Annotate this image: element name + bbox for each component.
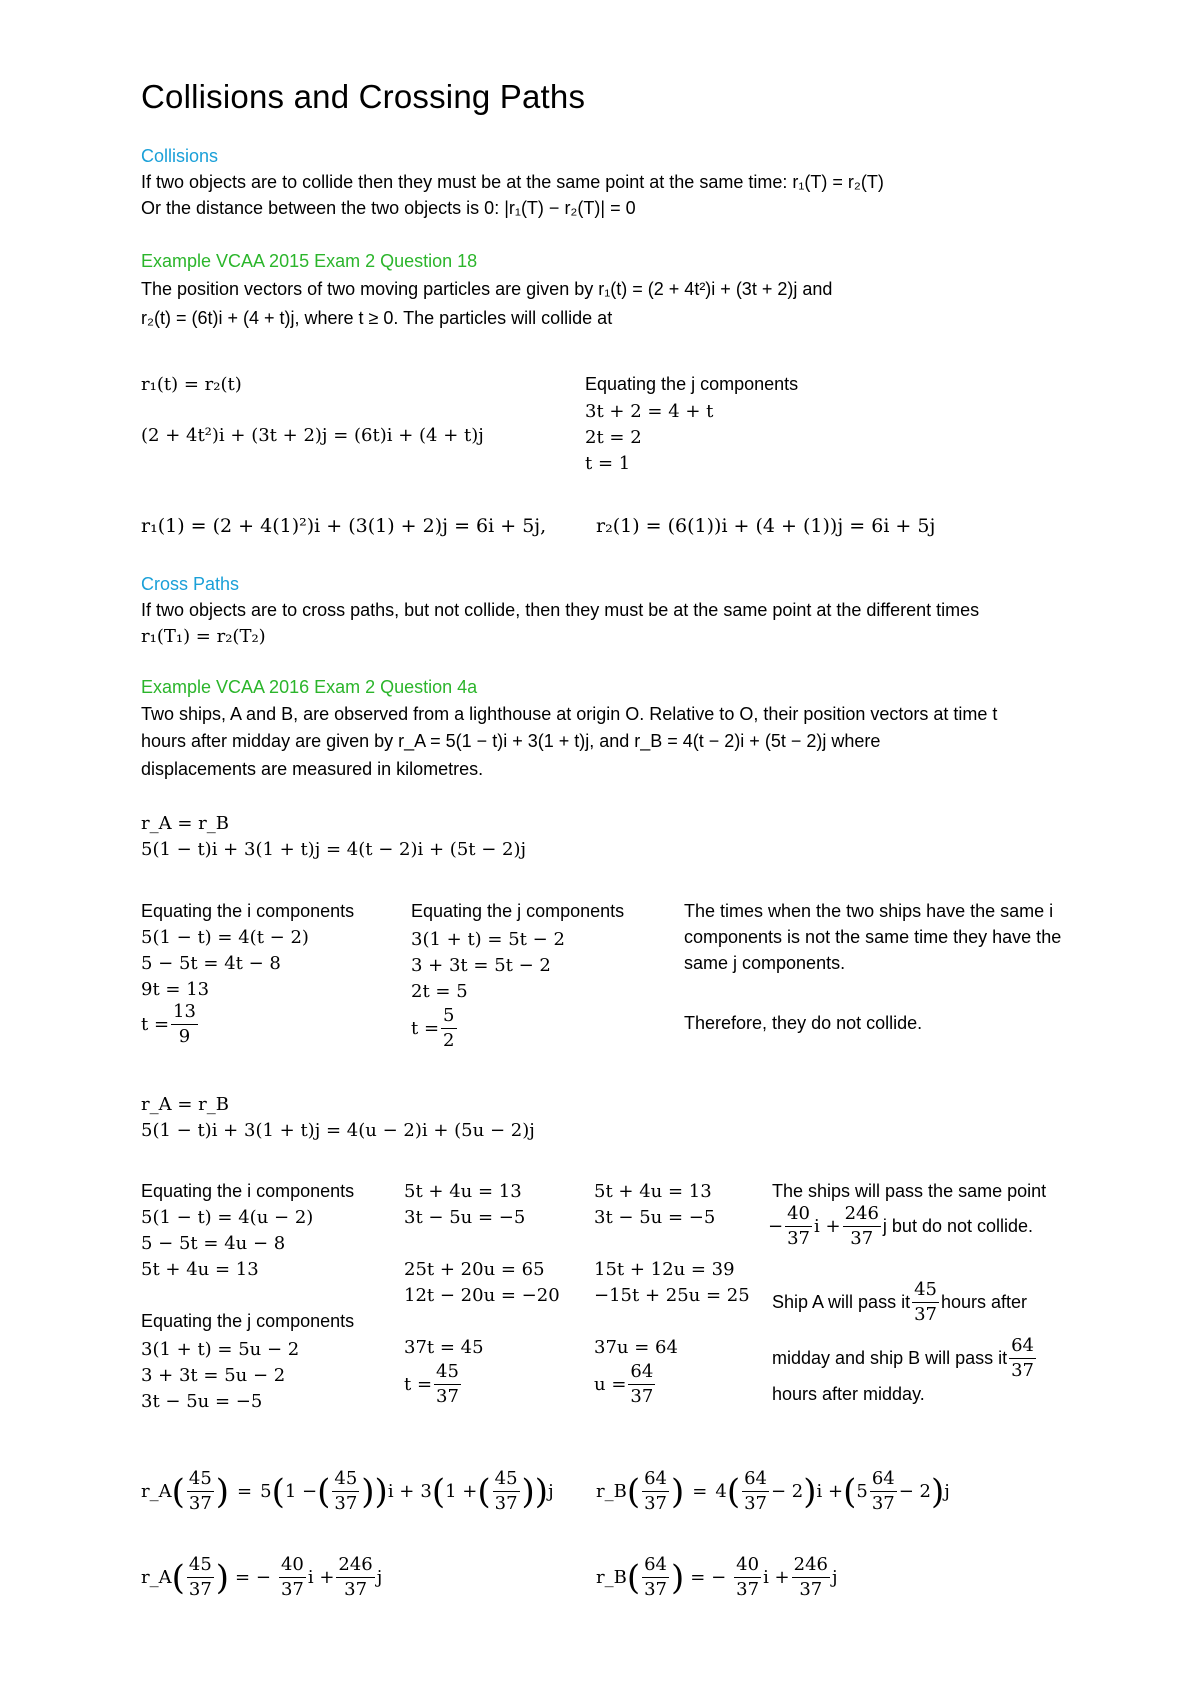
final-rb-frac-inner-1: [742, 1467, 769, 1516]
final-ra-symbol: r_A: [141, 1567, 172, 1588]
i-plus: i +: [387, 1481, 415, 1502]
coef-5: 5: [260, 1481, 272, 1502]
i-plus: i +: [763, 1567, 790, 1588]
frac-num: 64: [642, 1467, 669, 1492]
col-a-frac-num: 13: [171, 1000, 198, 1025]
col-2-step-3: 25t + 20u = 65: [404, 1259, 545, 1280]
frac-num: 64: [870, 1467, 897, 1492]
final-ra-result-frac: [187, 1553, 214, 1602]
paren-open: (: [171, 1557, 185, 1598]
col-b-frac-den: 2: [443, 1030, 455, 1051]
col-b-label: Equating the j components: [411, 901, 625, 921]
col-1-label-i: Equating the i components: [141, 1181, 355, 1201]
section-heading-collisions: Collisions: [141, 146, 219, 166]
frac-num: 64: [642, 1553, 669, 1578]
collisions-definition: If two objects are to collide then they must be at the same point at the same time: r₁(T) = r₂(T): [141, 172, 884, 192]
j-unit: j: [832, 1567, 838, 1588]
col-4-point-den-2: 37: [850, 1228, 874, 1249]
paren-open: (: [843, 1471, 857, 1512]
col-1-i-step-2: 5 − 5t = 4u − 8: [141, 1233, 286, 1254]
col-4-point-i: i +: [814, 1216, 841, 1237]
frac-den: 37: [736, 1579, 760, 1600]
frac-den: 37: [188, 1493, 212, 1514]
frac-den: 37: [344, 1579, 368, 1600]
col-4-ship-b-frac: [1009, 1334, 1036, 1383]
col-b-step-1: 3(1 + t) = 5t − 2: [411, 929, 565, 950]
paren-close: ): [671, 1471, 685, 1512]
col-3-step-1: 5t + 4u = 13: [594, 1181, 712, 1202]
example-2-statement-3: displacements are measured in kilometres.: [141, 759, 484, 779]
example-1-statement-1: The position vectors of two moving particles are given by r₁(t) = (2 + 4t²)i + (3t + 2)j and: [141, 279, 833, 299]
example-1-equation-2: (2 + 4t²)i + (3t + 2)j = (6t)i + (4 + t)j: [141, 425, 484, 446]
example-2-statement-1: Two ships, A and B, are observed from a lighthouse at origin O. Relative to O, their position vectors at time t: [141, 704, 998, 724]
frac-num: 45: [187, 1553, 214, 1578]
col-4-point-tail: j but do not collide.: [882, 1216, 1034, 1236]
col-b-step-3: 2t = 5: [411, 981, 468, 1002]
frac-den: 37: [188, 1579, 212, 1600]
final-ra-result: [141, 1553, 382, 1602]
final-rb-result: [596, 1553, 838, 1602]
example-2-equation-a2: 5(1 − t)i + 3(1 + t)j = 4(t − 2)i + (5t − 2)j: [141, 839, 527, 860]
paren-close: ): [215, 1557, 230, 1598]
col-b-frac-lhs: t =: [411, 1018, 440, 1039]
page-title: Collisions and Crossing Paths: [141, 78, 586, 115]
frac-den: 37: [280, 1579, 304, 1600]
final-rb-result-frac-j: [792, 1553, 830, 1602]
example-2-heading: Example VCAA 2016 Exam 2 Question 4a: [141, 677, 478, 697]
col-1-i-step-1: 5(1 − t) = 4(u − 2): [141, 1207, 314, 1228]
col-4-ship-b-den: 37: [1011, 1360, 1035, 1381]
col-4-ship-b: [772, 1334, 1038, 1383]
col-a-fraction: [171, 1000, 198, 1049]
paren-close: ): [215, 1471, 230, 1512]
col-4-ship-a-den: 37: [914, 1304, 937, 1325]
frac-den: 37: [644, 1579, 668, 1600]
example-1-statement-2: r₂(t) = (6t)i + (4 + t)j, where t ≥ 0. The particles will collide at: [141, 308, 613, 328]
col-4-point-den-1: 37: [787, 1228, 810, 1249]
col-c-conclusion: Therefore, they do not collide.: [684, 1013, 923, 1033]
paren-close: ): [671, 1557, 685, 1598]
j-unit: j: [376, 1567, 383, 1588]
col-2-frac-den: 37: [436, 1386, 459, 1407]
j-unit: j: [548, 1481, 554, 1502]
paren-open: (: [477, 1471, 491, 1512]
frac-den: 37: [744, 1493, 767, 1514]
col-4-ship-a-num: 45: [912, 1278, 939, 1303]
example-1-j-step-1: 3t + 2 = 4 + t: [585, 401, 714, 422]
col-2-step-4: 12t − 20u = −20: [404, 1285, 560, 1306]
frac-den: 37: [494, 1493, 518, 1514]
coef-4: 4: [715, 1481, 727, 1502]
col-c-line-3: same j components.: [684, 953, 846, 973]
example-1-heading: Example VCAA 2015 Exam 2 Question 18: [141, 251, 478, 271]
col-1-j-step-2: 3 + 3t = 5u − 2: [141, 1365, 286, 1386]
final-rb-symbol: r_B: [596, 1567, 627, 1588]
collisions-distance: Or the distance between the two objects is 0: |r₁(T) − r₂(T)| = 0: [141, 198, 636, 218]
example-2-statement-2: hours after midday are given by r_A = 5(1 − t)i + 3(1 + t)j, and r_B = 4(t − 2)i + (5t − 2)j where: [141, 731, 881, 751]
frac-num: 246: [792, 1553, 830, 1578]
final-rb-result-frac-i: [734, 1553, 761, 1602]
final-rb-frac-inner-2: [870, 1467, 897, 1516]
equals-minus: = −: [690, 1567, 727, 1588]
final-rb-frac: [642, 1467, 669, 1516]
col-3-step-4: −15t + 25u = 25: [594, 1285, 750, 1306]
col-3-fraction-result: [594, 1360, 657, 1409]
cross-paths-condition: r₁(T₁) = r₂(T₂): [141, 626, 266, 647]
equals: =: [237, 1481, 253, 1502]
col-3-frac-lhs: u =: [594, 1374, 627, 1395]
cross-paths-definition: If two objects are to cross paths, but not collide, then they must be at the same point at the different times: [141, 600, 980, 620]
col-2-fraction: [434, 1360, 461, 1409]
col-4-ship-a-text: Ship A will pass it: [772, 1292, 911, 1312]
paren-open: (: [726, 1471, 741, 1512]
example-1-r2-result: r₂(1) = (6(1))i + (4 + (1))j = 6i + 5j: [596, 515, 936, 537]
final-rb-symbol: r_B: [596, 1481, 627, 1502]
final-ra-result-frac-j: [336, 1553, 374, 1602]
col-4-point-num-2: 246: [843, 1202, 881, 1227]
col-4-ship-a-tail: hours after: [940, 1292, 1028, 1312]
frac-num: 45: [187, 1467, 214, 1492]
paren-open: (: [171, 1471, 185, 1512]
col-2-step-1: 5t + 4u = 13: [404, 1181, 522, 1202]
col-3-step-3: 15t + 12u = 39: [594, 1259, 735, 1280]
paren-open: (: [431, 1471, 446, 1512]
j-unit: j: [944, 1481, 950, 1502]
paren-open: (: [271, 1471, 285, 1512]
frac-num: 40: [279, 1553, 306, 1578]
paren-close: )): [361, 1471, 388, 1512]
frac-den: 37: [334, 1493, 358, 1514]
coef-5: 5: [856, 1481, 868, 1502]
col-4-ship-a-frac: [912, 1278, 939, 1327]
col-3-step-2: 3t − 5u = −5: [594, 1207, 716, 1228]
col-1-label-j: Equating the j components: [141, 1311, 355, 1331]
col-4-point: [768, 1202, 1033, 1251]
frac-den: 37: [799, 1579, 823, 1600]
example-1-r1-result: r₁(1) = (2 + 4(1)²)i + (3(1) + 2)j = 6i + 5j,: [141, 515, 547, 537]
col-4-point-frac-1: [785, 1202, 812, 1251]
example-2-equation-b1: r_A = r_B: [141, 1094, 229, 1115]
one-plus: 1 +: [445, 1481, 478, 1502]
col-3-frac-den: 37: [630, 1386, 654, 1407]
col-3-fraction: [628, 1360, 655, 1409]
col-1-j-step-3: 3t − 5u = −5: [141, 1391, 263, 1412]
frac-num: 64: [742, 1467, 769, 1492]
example-1-j-label: Equating the j components: [585, 374, 799, 394]
minus-two: − 2: [898, 1481, 931, 1502]
col-4-line-last: hours after midday.: [772, 1384, 925, 1404]
paren-open: (: [626, 1471, 641, 1512]
one-minus: 1 −: [284, 1481, 318, 1502]
col-4-point-minus: −: [768, 1216, 784, 1237]
col-b-fraction: [441, 1004, 456, 1053]
col-1-i-step-3: 5t + 4u = 13: [141, 1259, 259, 1280]
section-heading-cross-paths: Cross Paths: [141, 574, 240, 594]
col-a-step-2: 5 − 5t = 4t − 8: [141, 953, 281, 974]
frac-num: 45: [493, 1467, 520, 1492]
col-c-line-1: The times when the two ships have the same i: [684, 901, 1054, 921]
col-2-step-5: 37t = 45: [404, 1337, 484, 1358]
col-2-frac-lhs: t =: [404, 1374, 433, 1395]
col-2-frac-num: 45: [434, 1360, 461, 1385]
paren-close: ): [803, 1471, 817, 1512]
col-2-step-2: 3t − 5u = −5: [404, 1207, 526, 1228]
equals: =: [692, 1481, 708, 1502]
col-2-fraction-result: [404, 1360, 463, 1409]
final-ra-symbol: r_A: [141, 1481, 172, 1502]
paren-open: (: [626, 1557, 641, 1598]
final-rb-expansion: [596, 1467, 950, 1516]
col-a-frac-lhs: t =: [141, 1014, 170, 1035]
col-4-point-num-1: 40: [785, 1202, 812, 1227]
frac-num: 40: [734, 1553, 761, 1578]
col-4-ship-a: [772, 1278, 1027, 1327]
example-1-j-step-2: 2t = 2: [585, 427, 642, 448]
coef-3: 3: [420, 1481, 432, 1502]
example-2-equation-a1: r_A = r_B: [141, 813, 229, 834]
final-ra-frac-inner-2: [493, 1467, 520, 1516]
equals-minus: = −: [235, 1567, 271, 1588]
i-plus: i +: [816, 1481, 844, 1502]
col-3-step-5: 37u = 64: [594, 1337, 678, 1358]
final-rb-result-frac: [642, 1553, 669, 1602]
col-a-step-1: 5(1 − t) = 4(t − 2): [141, 927, 309, 948]
col-b-step-2: 3 + 3t = 5t − 2: [411, 955, 551, 976]
col-4-ship-b-num: 64: [1009, 1334, 1036, 1359]
col-4-ship-b-text: midday and ship B will pass it: [772, 1348, 1008, 1368]
final-ra-frac-inner-1: [332, 1467, 359, 1516]
paren-open: (: [317, 1471, 331, 1512]
final-ra-frac: [187, 1467, 214, 1516]
col-4-point-frac-2: [843, 1202, 881, 1251]
col-b-frac-num: 5: [441, 1004, 456, 1029]
frac-den: 37: [644, 1493, 668, 1514]
col-a-label: Equating the i components: [141, 901, 355, 921]
col-c-line-2: components is not the same time they have the: [684, 927, 1062, 947]
i-plus: i +: [307, 1567, 335, 1588]
col-a-frac-den: 9: [178, 1026, 191, 1047]
col-a-fraction-result: [141, 1000, 200, 1049]
example-2-equation-b2: 5(1 − t)i + 3(1 + t)j = 4(u − 2)i + (5u − 2)j: [141, 1120, 535, 1141]
example-1-j-step-3: t = 1: [585, 453, 631, 474]
col-4-line-1: The ships will pass the same point: [772, 1181, 1047, 1201]
example-1-equation-1: r₁(t) = r₂(t): [141, 374, 242, 395]
paren-close: )): [521, 1471, 549, 1512]
col-3-frac-num: 64: [628, 1360, 655, 1385]
final-ra-expansion: [141, 1467, 554, 1516]
final-ra-result-frac-i: [279, 1553, 306, 1602]
col-b-fraction-result: [411, 1004, 459, 1053]
frac-num: 45: [332, 1467, 359, 1492]
frac-den: 37: [871, 1493, 895, 1514]
minus-two: − 2: [771, 1481, 804, 1502]
col-a-step-3: 9t = 13: [141, 979, 210, 1000]
frac-num: 246: [336, 1553, 374, 1578]
col-1-j-step-1: 3(1 + t) = 5u − 2: [141, 1339, 300, 1360]
paren-close: ): [930, 1471, 945, 1512]
